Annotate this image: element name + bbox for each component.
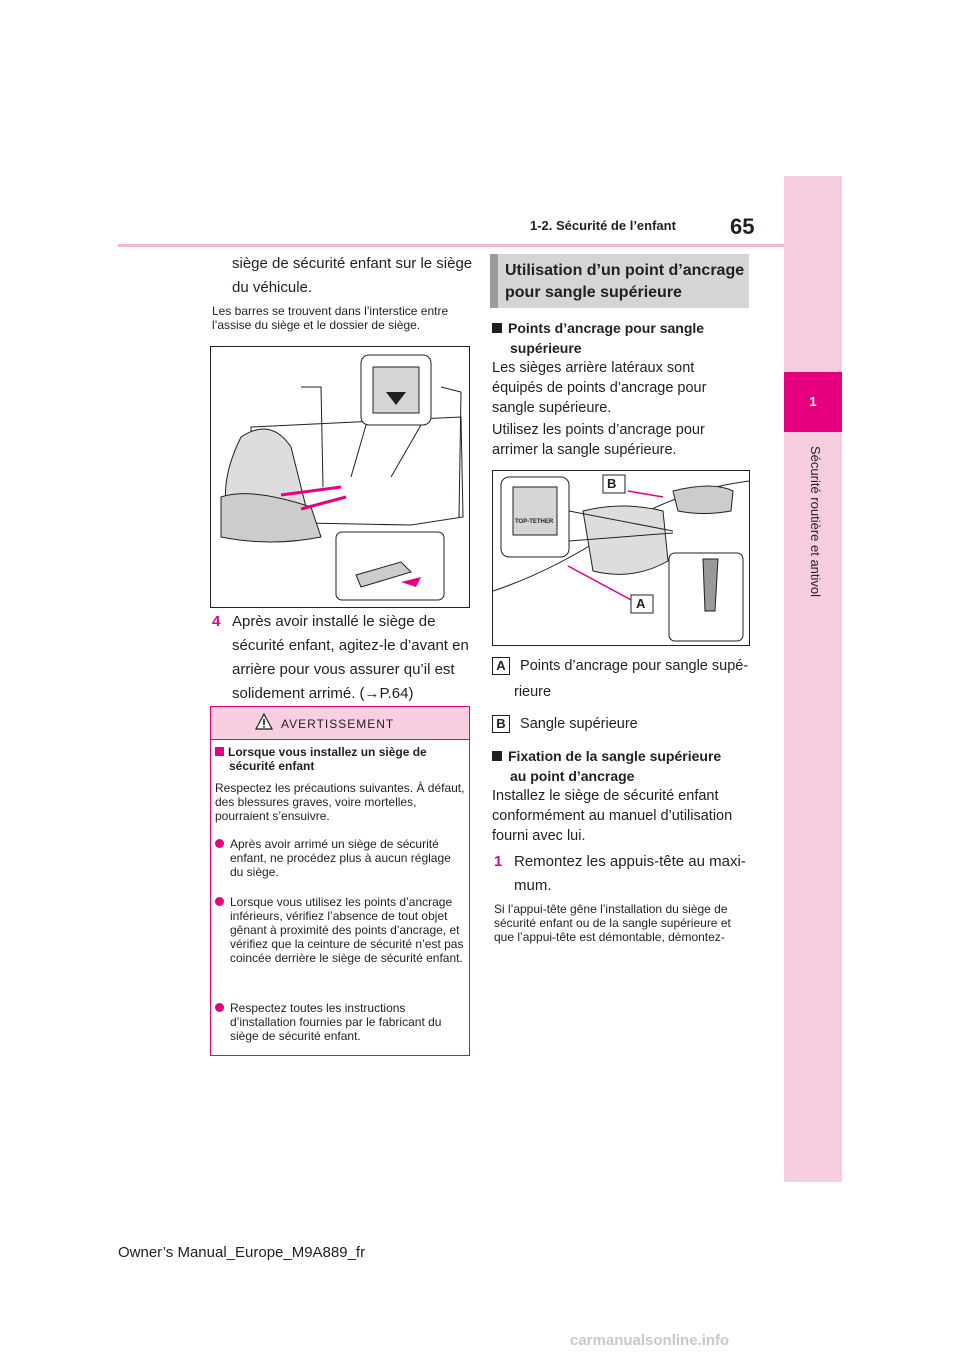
chapter-title: Sécurité routière et antivol (808, 446, 823, 598)
legend-label-a: A (492, 657, 510, 675)
legend-b-text: Sangle supérieure (520, 716, 638, 732)
warning-item-1 (215, 837, 465, 879)
warning-item-text: Respectez toutes les instructions d’installation fournies par le fabricant du siège de sécurité enfant. (230, 1001, 442, 1043)
paragraph-3: Installez le siège de sécurité enfant conformément au manuel d’utilisation fourni avec lui. (492, 788, 733, 844)
note-2: Si l’appui-tête gêne l’installation du siège de sécurité enfant ou de la sangle supérieure et que l’appui-tête est démontable, démontez- (494, 902, 731, 944)
step-4-number: 4 (212, 613, 221, 630)
warning-item-3 (215, 1001, 465, 1043)
legend-a (492, 654, 748, 678)
legend-b (492, 712, 638, 736)
warning-box (210, 706, 470, 1056)
subheading-1-line-2: supérieure (510, 340, 582, 356)
top-tether-drawing (493, 471, 749, 645)
top-tether-symbol-text: TOP-TETHER (515, 519, 554, 525)
isofix-illustration (210, 346, 470, 608)
section-title: 1-2. Sécurité de l’enfant (530, 218, 676, 233)
legend-a-line-2: rieure (514, 684, 552, 700)
figure-label-a: A (636, 596, 646, 611)
top-tether-illustration (492, 470, 750, 646)
round-bullet-icon (215, 839, 224, 848)
section-heading: Utilisation d’un point d’ancrage pour sangle supérieure (505, 262, 745, 301)
subheading-2-line-2: au point d’ancrage (510, 768, 635, 784)
subheading-1-line-1: Points d’ancrage pour sangle (508, 320, 705, 336)
warning-subhead (215, 745, 465, 773)
warning-item-2 (215, 895, 465, 965)
note-text: Les barres se trouvent dans l’interstice entre l’assise du siège et le dossier de siège. (212, 304, 449, 332)
legend-label-b: B (492, 715, 510, 733)
warning-header (211, 707, 469, 740)
footer-text: Owner’s Manual_Europe_M9A889_fr (118, 1244, 366, 1261)
step-4-line-2: sécurité enfant, agitez-le d’avant en (232, 637, 469, 654)
section-heading-bar (490, 254, 498, 308)
warning-triangle-icon (255, 713, 273, 731)
round-bullet-icon (215, 897, 224, 906)
step-4-line-1: Après avoir installé le siège de (232, 613, 436, 630)
intro-line-1: siège de sécurité enfant sur le siège (232, 255, 473, 272)
child-seat-drawing (211, 347, 469, 607)
round-bullet-icon (215, 1003, 224, 1012)
subheading-2-line-1: Fixation de la sangle supérieure (508, 748, 722, 764)
warning-item-text: Lorsque vous utilisez les points d’ancrage inférieurs, vérifiez l’absence de tout objet gênant à proximité des points d’ancrage, et vérifiez que la ceinture de sécurité n’est pas coincée derrière le siège de sécurité enfant. (230, 895, 464, 965)
legend-a-line-1: Points d’ancrage pour sangle supé- (520, 658, 749, 674)
step-4-line-4: solidement arrimé. (→P.64) (232, 685, 414, 702)
warning-title: AVERTISSEMENT (281, 717, 395, 731)
warning-subhead-line-1: Lorsque vous installez un siège de (228, 745, 427, 759)
warning-item-text: Après avoir arrimé un siège de sécurité enfant, ne procédez plus à aucun réglage du siège. (230, 837, 451, 879)
square-bullet-icon (215, 747, 224, 756)
subheading-1 (492, 318, 704, 358)
header-rule (118, 244, 784, 247)
watermark: carmanualsonline.info (570, 1332, 730, 1349)
step-1-number: 1 (494, 853, 503, 870)
paragraph-1: Les sièges arrière latéraux sont équipés de points d’ancrage pour sangle supérieure. (492, 360, 707, 416)
step-1-line-1: Remontez les appuis-tête au maxi- (514, 853, 746, 870)
page-number: 65 (730, 214, 755, 239)
warning-subhead-line-2: sécurité enfant (229, 759, 315, 773)
subheading-2 (492, 746, 721, 786)
intro-line-2: du véhicule. (232, 279, 313, 296)
warning-intro: Respectez les précautions suivantes. À défaut, des blessures graves, voire mortelles, pourraient s’ensuivre. (215, 781, 465, 823)
square-bullet-icon (492, 751, 502, 761)
paragraph-2: Utilisez les points d’ancrage pour arrimer la sangle supérieure. (492, 422, 705, 458)
step-4-line-3: arrière pour vous assurer qu’il est (232, 661, 455, 678)
figure-label-b: B (607, 476, 617, 491)
square-bullet-icon (492, 323, 502, 333)
chapter-number: 1 (809, 394, 817, 409)
step-1-line-2: mum. (514, 877, 552, 894)
